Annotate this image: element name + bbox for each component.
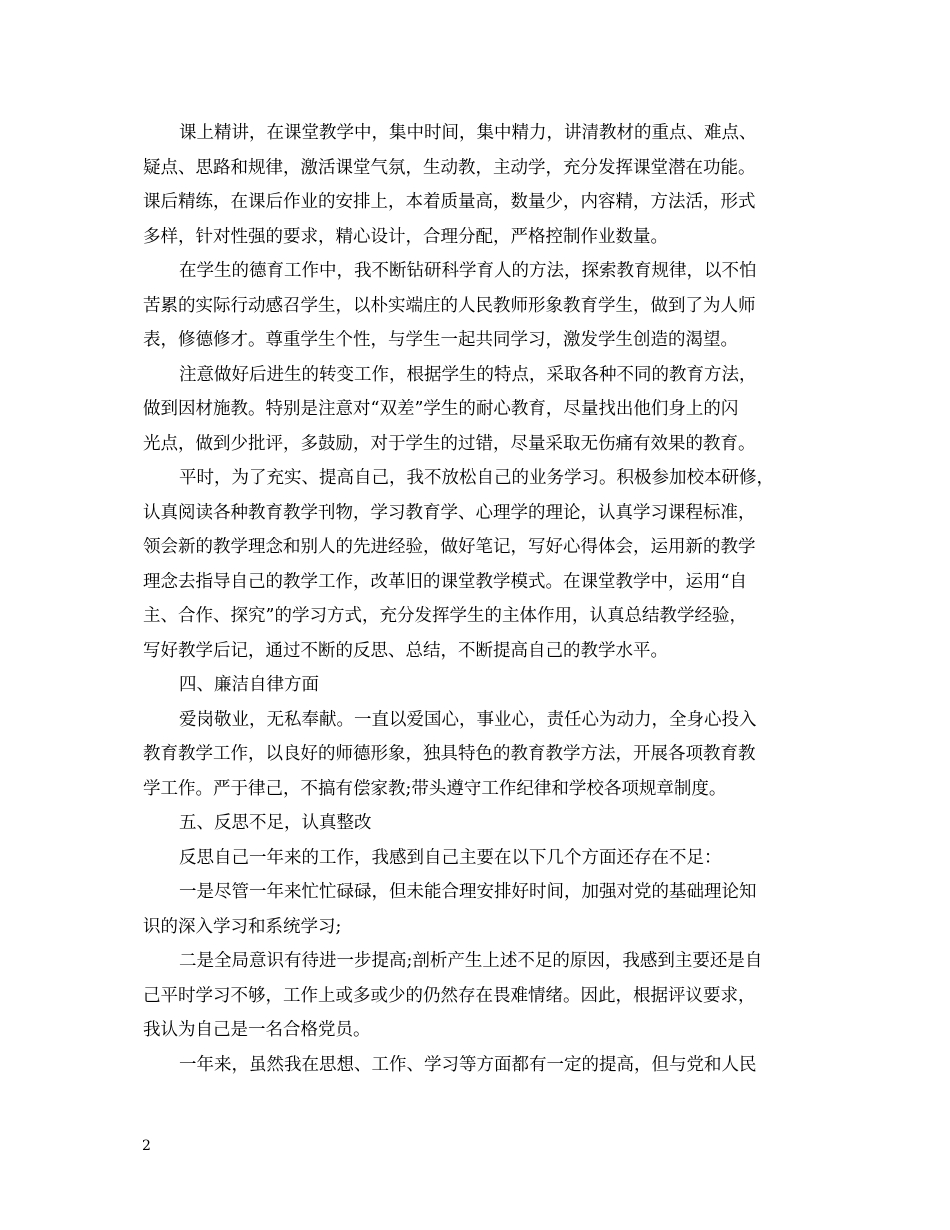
text-line: 在学生的德育工作中，我不断钻研科学育人的方法，探索教育规律，以不怕 [179,261,757,281]
text-line: 二是全局意识有待进一步提高;剖析产生上述不足的原因，我感到主要还是自 [179,951,763,971]
text-line: 四、廉洁自律方面 [179,675,319,695]
text-line: 做到因材施教。特别是注意对“双差”学生的耐心教育，尽量找出他们身上的闪 [143,399,739,419]
document-body [143,116,823,1082]
text-line: 写好教学后记，通过不断的反思、总结，不断提高自己的教学水平。 [143,640,668,661]
text-line: 平时，为了充实、提高自己，我不放松自己的业务学习。积极参加校本研修， [179,468,774,488]
text-line: 主、合作、探究”的学习方式，充分发挥学生的主体作用，认真总结教学经验， [143,606,747,626]
text-line: 一年来，虽然我在思想、工作、学习等方面都有一定的提高，但与党和人民 [179,1054,757,1075]
text-line: 爱岗敬业，无私奉献。一直以爱国心，事业心，责任心为动力，全身心投入 [179,709,757,730]
page-number: 2 [142,1138,151,1154]
text-line: 疑点、思路和规律，激活课堂气氛，生动教，主动学，充分发挥课堂潜在功能。 [143,157,756,178]
text-line: 我认为自己是一名合格党员。 [143,1020,371,1040]
text-line: 领会新的教学理念和别人的先进经验，做好笔记，写好心得体会，运用新的教学 [143,537,756,557]
text-line: 课后精练，在课后作业的安排上，本着质量高，数量少，内容精，方法活，形式 [143,192,756,212]
text-line: 教育教学工作，以良好的师德形象，独具特色的教育教学方法，开展各项教育教 [143,744,756,764]
text-line: 识的深入学习和系统学习; [143,916,342,937]
text-line: 多样，针对性强的要求，精心设计，合理分配，严格控制作业数量。 [143,226,668,247]
text-line: 认真阅读各种教育教学刊物，学习教育学、心理学的理论，认真学习课程标准， [143,502,756,523]
text-line: 理念去指导自己的教学工作，改革旧的课堂教学模式。在课堂教学中，运用“自 [143,571,747,592]
text-line: 光点，做到少批评，多鼓励，对于学生的过错，尽量采取无伤痛有效果的教育。 [143,433,756,454]
text-line: 五、反思不足，认真整改 [179,813,372,833]
text-line: 苦累的实际行动感召学生，以朴实端庄的人民教师形象教育学生，做到了为人师 [143,295,756,316]
text-line: 己平时学习不够，工作上或多或少的仍然存在畏难情绪。因此，根据评议要求， [143,985,756,1006]
text-line: 课上精讲，在课堂教学中，集中时间，集中精力，讲清教材的重点、难点、 [179,123,757,143]
text-line: 一是尽管一年来忙忙碌碌，但未能合理安排好时间，加强对党的基础理论知 [179,882,757,902]
text-line: 学工作。严于律己，不搞有偿家教;带头遵守工作纪律和学校各项规章制度。 [143,778,727,799]
text-line: 反思自己一年来的工作，我感到自己主要在以下几个方面还存在不足： [179,847,722,868]
text-line: 表，修德修才。尊重学生个性，与学生一起共同学习，激发学生创造的渴望。 [143,330,738,350]
text-line: 注意做好后进生的转变工作，根据学生的特点，采取各种不同的教育方法， [179,364,757,385]
